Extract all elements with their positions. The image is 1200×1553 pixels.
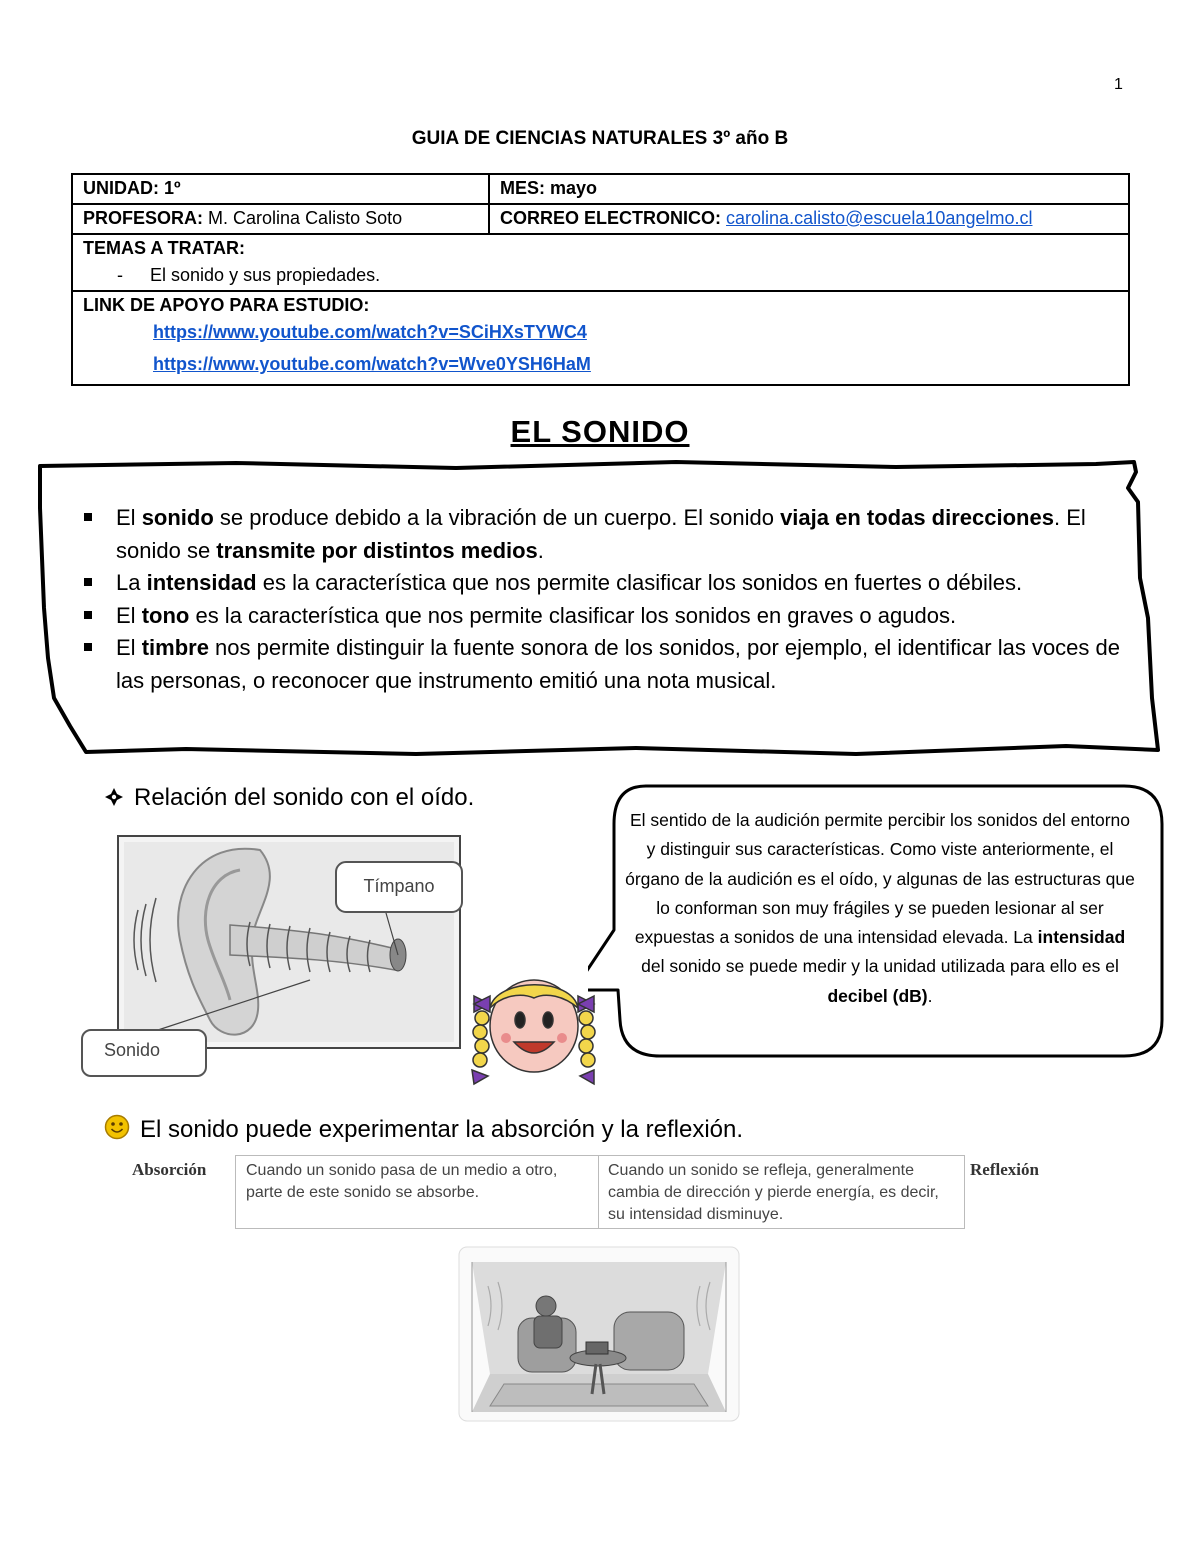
unit-value: 1º xyxy=(164,178,181,198)
document-title: GUIA DE CIENCIAS NATURALES 3º año B xyxy=(411,128,789,149)
sound-label: Sonido xyxy=(103,1040,161,1060)
header-table xyxy=(71,173,1130,386)
kp4-text-2: nos permite distinguir la fuente sonora de los sonidos, por ejemplo, el identificar las voces de las personas, o reconocer que instrumento emitió una nota musical. xyxy=(116,635,1120,693)
kp1-text-1: El xyxy=(116,505,142,530)
email-link[interactable]: carolina.calisto@escuela10angelmo.cl xyxy=(726,208,1033,228)
header-row-1 xyxy=(72,174,1129,204)
support-link-row-2 xyxy=(83,348,1118,380)
kp1-text-4: . xyxy=(537,537,544,563)
header-row-4 xyxy=(72,291,1129,385)
absorption-text: Cuando un sonido pasa de un medio a otro, parte de este sonido se absorbe. xyxy=(246,1162,558,1201)
smiley-icon xyxy=(104,1114,130,1140)
tympanum-label: Tímpano xyxy=(363,876,435,896)
ear-heading-text: Relación del sonido con el oído. xyxy=(134,784,475,811)
kp1-text-3: . El sonido se xyxy=(116,505,1086,563)
unit-cell xyxy=(72,174,489,204)
teacher-cell xyxy=(72,204,489,234)
topic-item xyxy=(83,265,1118,286)
unit-label: UNIDAD: xyxy=(83,178,159,198)
page-number: 1 xyxy=(1114,76,1123,93)
header-row-2 xyxy=(72,204,1129,234)
topics-cell xyxy=(72,234,1129,291)
email-label: CORREO ELECTRONICO: xyxy=(500,208,722,228)
absorption-label: Absorción xyxy=(132,1160,207,1179)
bullet-icon xyxy=(84,643,92,651)
kp3-bold-1: tono xyxy=(141,602,190,628)
bubble-bold-1: intensidad xyxy=(1037,927,1126,948)
ear-illustration xyxy=(80,830,470,1080)
topic-text: El sonido y sus propiedades. xyxy=(150,265,381,285)
topics-label: TEMAS A TRATAR: xyxy=(83,238,245,258)
bubble-text xyxy=(624,806,1136,1011)
bubble-text-2: del sonido se puede medir y la unidad utilizada para ello es el xyxy=(641,956,1119,977)
bubble-text-1: El sentido de la audición permite percibir los sonidos del entorno y distinguir sus características. Como viste anteriormente, el órgano de la audición es el oído, y algunas de las estructuras que lo conforman son muy frágiles y se pueden lesionar al ser expuestas a sonidos de una intensidad elevada. La xyxy=(625,810,1135,948)
room-illustration xyxy=(458,1246,740,1422)
kp3-text-2: es la característica que nos permite clasificar los sonidos en graves o agudos. xyxy=(189,602,957,628)
bullet-icon xyxy=(84,513,92,521)
key-point-4 xyxy=(84,632,1124,697)
absorption-heading xyxy=(104,1114,743,1144)
bullet-icon xyxy=(84,611,92,619)
email-cell xyxy=(489,204,1129,234)
month-label: MES: xyxy=(500,178,545,198)
support-link-row-1 xyxy=(83,316,1118,348)
support-link-1[interactable]: https://www.youtube.com/watch?v=SCiHXsTYWC4 xyxy=(153,322,587,342)
support-link-2[interactable]: https://www.youtube.com/watch?v=Wve0YSH6HaM xyxy=(153,354,591,374)
kp4-text-1: El xyxy=(116,635,142,660)
teacher-value: M. Carolina Calisto Soto xyxy=(208,208,403,228)
diamond-bullet-icon xyxy=(104,787,124,807)
reflection-label: Reflexión xyxy=(970,1160,1039,1179)
kp3-text-1: El xyxy=(116,602,142,628)
absorption-heading-text: El sonido puede experimentar la absorción y la reflexión. xyxy=(140,1116,744,1143)
kp1-text-2: se produce debido a la vibración de un cuerpo. El sonido xyxy=(213,505,781,530)
header-row-3 xyxy=(72,234,1129,291)
absorption-reflection-table xyxy=(235,1155,965,1229)
key-point-2 xyxy=(84,567,1124,600)
girl-illustration xyxy=(464,968,608,1090)
kp1-bold-3: transmite por distintos medios xyxy=(216,537,538,563)
kp1-bold-2: viaja en todas direcciones xyxy=(780,505,1054,530)
topic-dash: - xyxy=(117,265,123,285)
bubble-bold-2: decibel (dB) xyxy=(827,985,928,1006)
key-point-1 xyxy=(84,502,1124,567)
support-label: LINK DE APOYO PARA ESTUDIO: xyxy=(83,295,370,315)
month-cell xyxy=(489,174,1129,204)
kp2-text-2: es la característica que nos permite clasificar los sonidos en fuertes o débiles. xyxy=(256,570,1023,595)
bubble-text-3: . xyxy=(927,985,933,1006)
bullet-icon xyxy=(84,578,92,586)
ear-heading xyxy=(104,784,474,812)
key-point-3 xyxy=(84,600,1124,633)
kp1-bold-1: sonido xyxy=(141,505,214,530)
key-points-list xyxy=(84,502,1124,697)
table-divider xyxy=(598,1156,599,1228)
kp2-bold-1: intensidad xyxy=(146,570,257,595)
reflection-text: Cuando un sonido se refleja, generalmente cambia de dirección y pierde energía, es decir, su intensidad disminuye. xyxy=(608,1162,939,1223)
section-title: EL SONIDO xyxy=(510,414,690,449)
month-value: mayo xyxy=(550,178,598,198)
teacher-label: PROFESORA: xyxy=(83,208,204,228)
support-cell xyxy=(72,291,1129,385)
kp2-text-1: La xyxy=(116,570,147,595)
kp4-bold-1: timbre xyxy=(141,635,209,660)
